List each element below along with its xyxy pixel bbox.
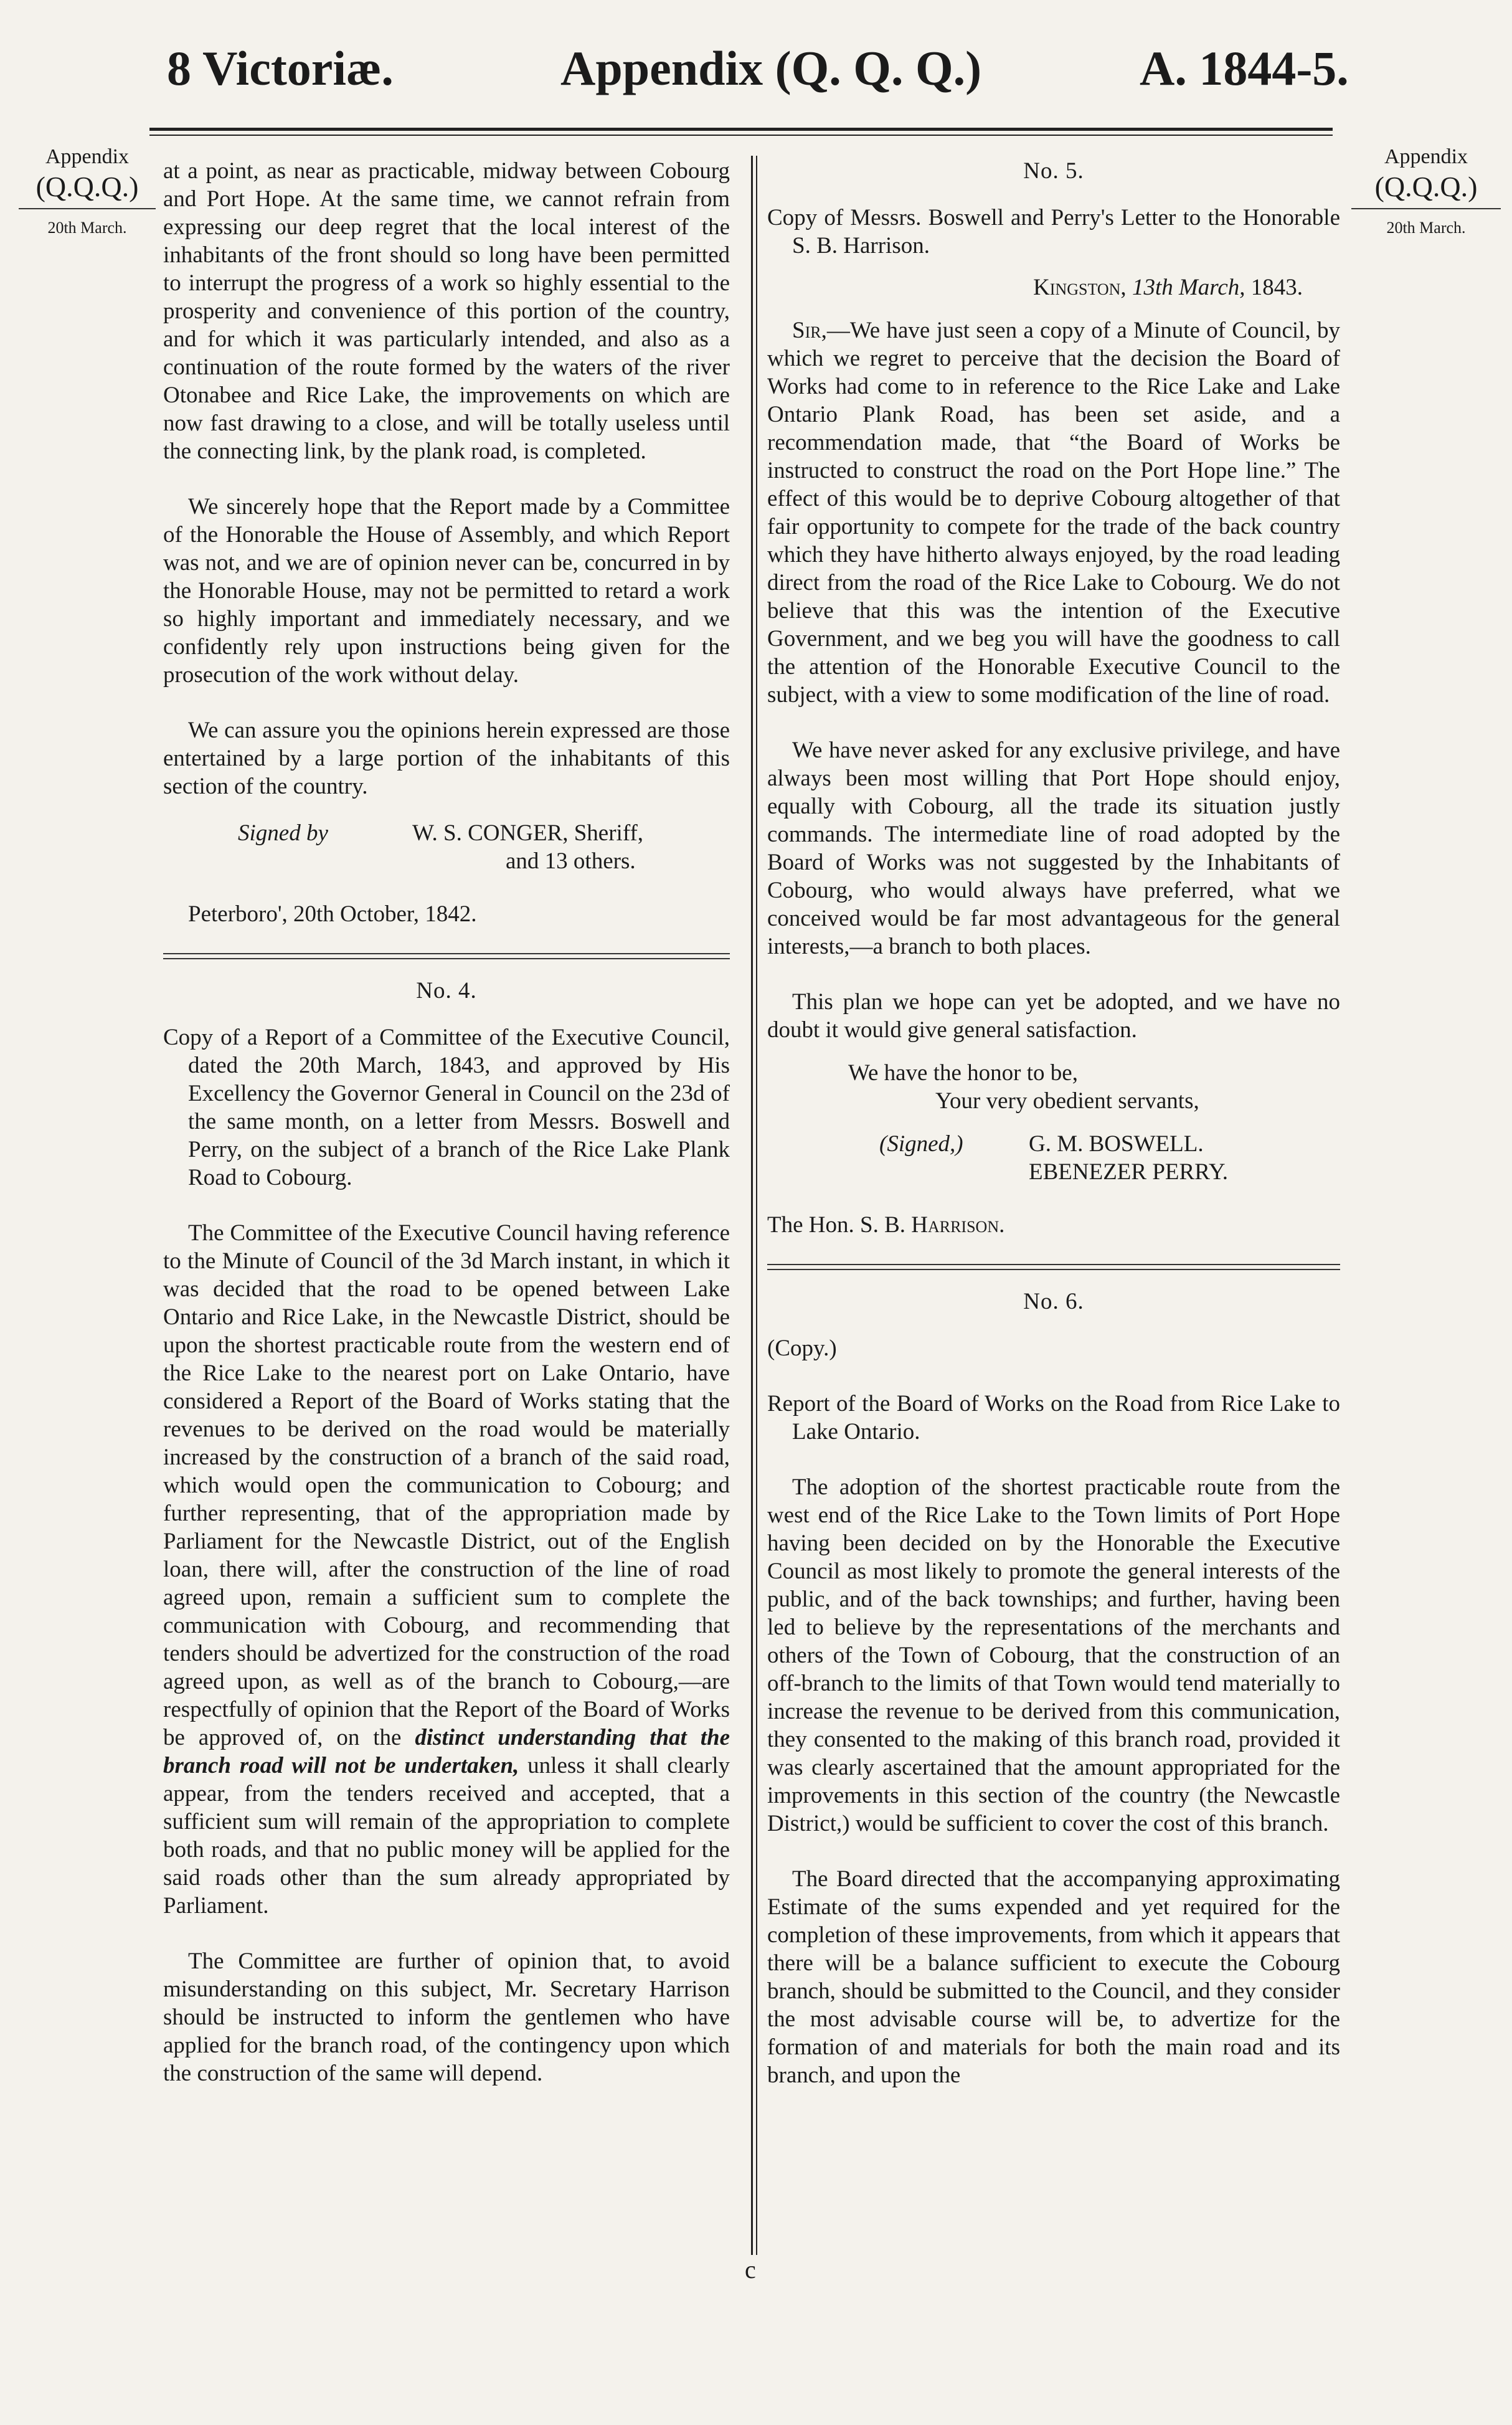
section-heading: Report of the Board of Works on the Road from Rice Lake to Lake Ontario.: [767, 1391, 1340, 1445]
header-rule-thin: [149, 135, 1333, 136]
signature-row: [163, 819, 730, 875]
margin-date: 20th March.: [1386, 219, 1466, 237]
signature: [412, 819, 730, 875]
paragraph: [767, 316, 1340, 709]
margin-note-left: [19, 145, 156, 240]
paragraph: at a point, as near as practicable, midway between Cobourg and Port Hope. At the same time, we cannot refrain from expressing our deep regret that the local interest of the inhabitants of the front should so long have been permitted to interrupt the progress of a work so highly essential to the prosperity and convenience of this portion of the country, and for which it was particularly intended, and also as a continuation of the route formed by the waters of the river Otonabee and Rice Lake, the improvements on which are now fast drawing to a close, and will be totally useless until the connecting link, by the plank road, is completed.: [163, 158, 730, 464]
signature-block: [767, 1130, 1340, 1186]
addressee-prefix: The Hon. S. B.: [767, 1212, 905, 1238]
signed-label: (Signed,): [879, 1131, 963, 1157]
paragraph: This plan we hope can yet be adopted, and we have no doubt it would give general satisfaction.: [767, 989, 1340, 1043]
emphasis-text: distinct understanding that the branch road will not be undertaken,: [163, 1725, 730, 1778]
signer-name: EBENEZER PERRY.: [1029, 1159, 1229, 1185]
section-rule: [767, 1264, 1340, 1265]
margin-label: Appendix: [45, 145, 130, 168]
paragraph-text: The Committee of the Executive Council having reference to the Minute of Council of the 3d March instant, in which it was decided that the road to be opened between Lake Ontario and Rice Lake, in the Newcastle District, should be upon the shortest practicable route from the western end of the Rice Lake to the nearest port on Lake Ontario, have considered a Report of the Board of Works stating that the revenues to be derived on the road would be materially increased by the construction of a branch of the said road, which would open the communication to Cobourg; and further representing, that of the appropriation made by Parliament for the Newcastle District, out of the English loan, there will, after the construction of the line of road agreed upon, remain a sufficient sum to complete the communication with Cobourg, and recommending that tenders should be advertized for the construction of the road agreed upon, as well as of the branch to Cobourg,—are respectfully of opinion that the Report of the Board of Works be approved of, on the: [163, 1220, 730, 1750]
header-year: A. 1844-5.: [1140, 41, 1349, 95]
signature-mark: c: [745, 2256, 756, 2284]
margin-code: (Q.Q.Q.): [1351, 169, 1501, 209]
header-appendix: Appendix (Q. Q. Q.): [560, 41, 982, 95]
closing-line: We have the honor to be,: [848, 1060, 1078, 1086]
closing-line: Your very obedient servants,: [935, 1088, 1199, 1114]
margin-label: Appendix: [1384, 145, 1468, 168]
header-rule: [149, 128, 1333, 131]
section-number: No. 6.: [1023, 1289, 1084, 1314]
column-divider-thin: [756, 156, 757, 2255]
salutation: Sir,: [792, 318, 827, 343]
dateline: [767, 273, 1340, 301]
section-rule-thin: [163, 958, 730, 959]
paragraph-text: —We have just seen a copy of a Minute of Council, by which we regret to perceive that the decision the Board of Works had come to in reference to the Rice Lake and Lake Ontario Plank Road, has been set aside, and a recommendation made, that “the Board of Works be instructed to construct the road on the Port Hope line.” The effect of this would be to deprive Cobourg altogether of that fair opportunity to compete for the trade of the back country which they have hitherto always enjoyed, by the road leading direct from the road of the Rice Lake to Cobourg. We do not believe that this was the intention of the Executive Government, and we beg you will have the goodness to call the attention of the Honorable Executive Council to the subject, with a view to some modification of the line of road.: [767, 318, 1340, 708]
signer-name: W. S. CONGER, Sheriff,: [412, 820, 644, 846]
dateline-date: 13th March,: [1132, 275, 1245, 300]
paragraph: We sincerely hope that the Report made by a Committee of the Honorable the House of Assembly, and which Report was not, and we are of opinion never can be, concurred in by the Honorable House, may not be permitted to retard a work so highly important and immediately necessary, and we confidently rely upon instructions being given for the prosecution of the work without delay.: [163, 494, 730, 688]
margin-note-right: [1351, 145, 1501, 240]
paragraph: The Committee are further of opinion that, to avoid misunderstanding on this subject, Mr. Secretary Harrison should be instructed to inform the gentlemen who have applied for the branch road, of the contingency upon which the construction of the same will depend.: [163, 1948, 730, 2086]
header-session: 8 Victoriæ.: [167, 41, 394, 95]
section-heading: Copy of a Report of a Committee of the Executive Council, dated the 20th March, 1843, and approved by His Excellency the Governor General in Council on the 23d of the same month, on a letter from Messrs. Boswell and Perry, on the subject of a branch of the Rice Lake Plank Road to Cobourg.: [163, 1025, 730, 1190]
page-header: [0, 37, 1512, 112]
signers: [1029, 1130, 1340, 1186]
paragraph: The Board directed that the accompanying approximating Estimate of the sums expended and yet required for the completion of these improvements, from which it appears that there will be a balance sufficient to execute the Cobourg branch, should be submitted to the Council, and they consider the most advisable course will be, to advertize for the formation of and materials for both the main road and its branch, and upon the: [767, 1866, 1340, 2088]
addressee: [767, 1211, 1340, 1239]
column-divider: [751, 156, 753, 2255]
section-number: No. 5.: [1023, 158, 1084, 184]
copy-label: (Copy.): [767, 1336, 837, 1361]
signer-others: and 13 others.: [506, 848, 636, 874]
paragraph: We have never asked for any exclusive privilege, and have always been most willing that Port Hope should enjoy, equally with Cobourg, all the trade its situation justly commands. The intermediate line of road adopted by the Board of Works was not suggested by the Inhabitants of Cobourg, who would always have preferred, what we conceived would be far most advantageous for the general interests,—a branch to both places.: [767, 738, 1340, 959]
section-rule-thin: [767, 1269, 1340, 1270]
dateline-place: Kingston,: [1033, 275, 1127, 300]
section-number: No. 4.: [416, 978, 477, 1004]
signer-name: G. M. BOSWELL.: [1029, 1131, 1204, 1157]
paragraph: The adoption of the shortest practicable route from the west end of the Rice Lake to the Town limits of Port Hope having been decided on by the Honorable the Executive Council as most likely to promote the general interests of the public, and of the back townships; and further, having been led to believe by the representations of the merchants and others of the Town of Cobourg, that the construction of an off-branch to the limits of that Town would tend materially to increase the revenue to be derived from this communication, they consented to the making of this branch road, provided it was clearly ascertained that the amount appropriated for the improvements in this section of the country (the Newcastle District,) would be sufficient to cover the cost of this branch.: [767, 1474, 1340, 1836]
paragraph-text: unless it shall clearly appear, from the tenders received and accepted, that a sufficient sum will remain of the appropriation to complete both roads, and that no public money will be applied for the said roads other than the sum already appropriated by Parliament.: [163, 1753, 730, 1919]
margin-code: (Q.Q.Q.): [19, 169, 156, 209]
dateline-year: 1843.: [1250, 275, 1303, 300]
left-column: [163, 157, 730, 2087]
addressee-name: Harrison.: [911, 1212, 1005, 1238]
section-heading: Copy of Messrs. Boswell and Perry's Letter to the Honorable S. B. Harrison.: [767, 205, 1340, 259]
signed-label: Signed by: [238, 820, 328, 846]
paragraph: We can assure you the opinions herein expressed are those entertained by a large portion of the inhabitants of this section of the country.: [163, 718, 730, 799]
section-rule: [163, 953, 730, 954]
paragraph: [163, 1219, 730, 1920]
right-column: [767, 157, 1340, 2089]
margin-date: 20th March.: [47, 219, 127, 237]
place-date: Peterboro', 20th October, 1842.: [188, 901, 477, 927]
